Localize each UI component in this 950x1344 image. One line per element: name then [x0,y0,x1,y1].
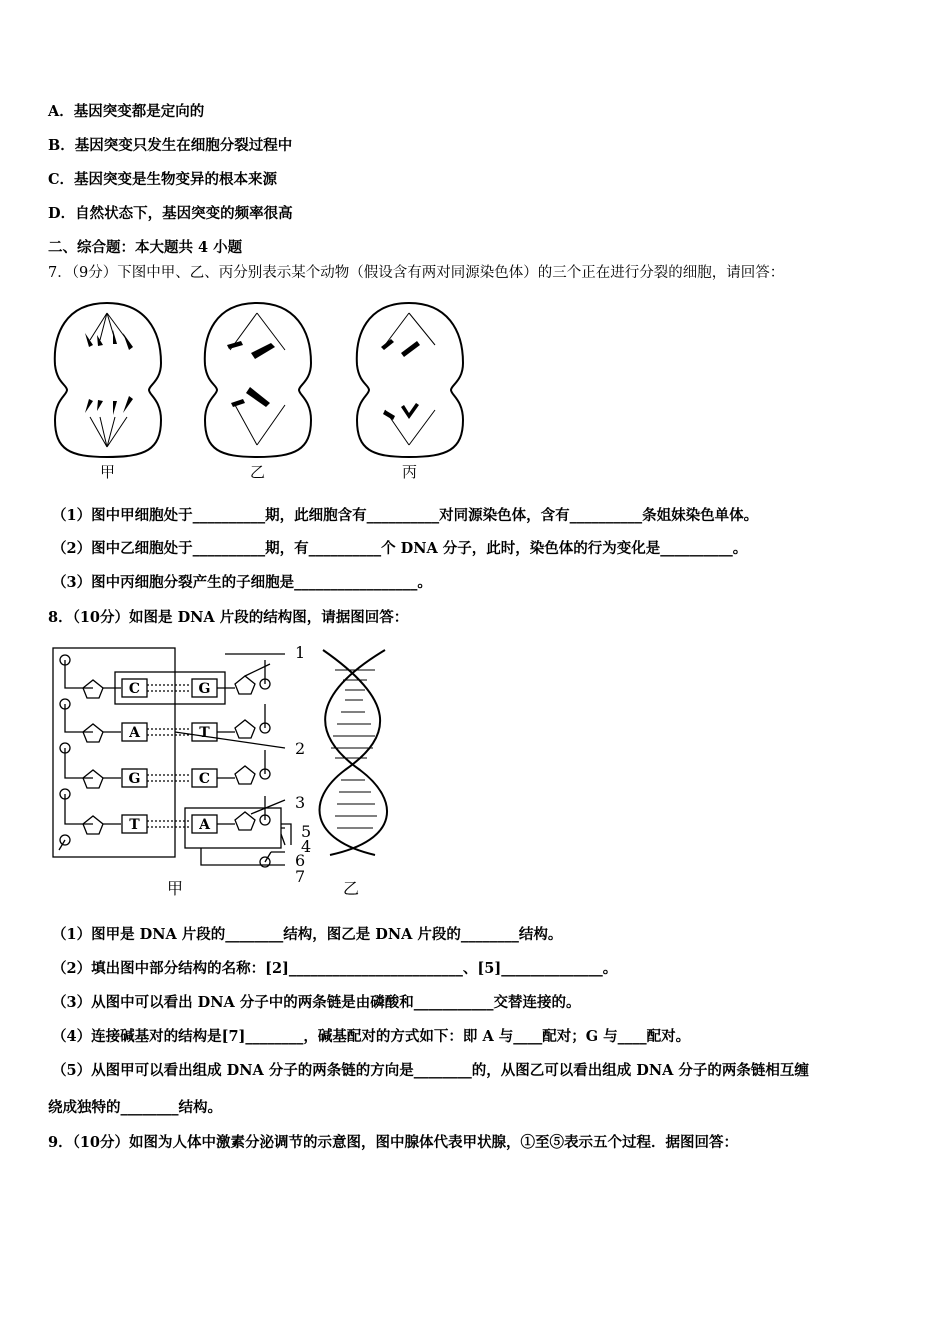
q9-stem-text: 9．（10分）如图为人体中激素分泌调节的示意图，图中腺体代表甲状腺，①至⑤表示五个过程．据图回答： [48,1134,739,1151]
left-base-3: G [128,771,141,787]
q8-sub-1: （1）图甲是 DNA 片段的________结构，图乙是 DNA 片段的________结构。 [52,926,563,943]
option-b: B．基因突变只发生在细胞分裂过程中 [48,137,293,154]
dna-structure-figure [45,640,405,902]
q7-sub-2: （2）图中乙细胞处于__________期，有__________个 DNA 分子，此时，染色体的行为变化是__________。 [52,540,748,557]
callout-6: 6 [295,851,306,870]
q8-sub-3: （3）从图中可以看出 DNA 分子中的两条链是由磷酸和___________交替连接的。 [52,994,581,1011]
right-base-3: C [198,771,211,787]
section-title: 二、综合题：本大题共 4 小题 [48,239,243,256]
option-a: A．基因突变都是定向的 [48,103,205,120]
callout-5: 5 [301,822,312,841]
callout-3: 3 [295,793,306,812]
q8-sub-5: （5）从图甲可以看出组成 DNA 分子的两条链的方向是________的，从图乙可以看出组成 DNA 分子的两条链相互缠 [52,1062,809,1079]
option-c: C．基因突变是生物变异的根本来源 [48,171,278,188]
left-base-4: T [129,817,140,833]
option-d: D．自然状态下，基因突变的频率很高 [48,205,293,222]
callout-2: 2 [295,739,306,758]
label-yi: 乙 [250,463,266,481]
q7-sub-1: （1）图中甲细胞处于__________期，此细胞含有__________对同源染色体，含有__________条姐妹染色单体。 [52,507,759,524]
right-base-1: G [198,681,211,697]
q8-sub-2: （2）填出图中部分结构的名称：[2]________________________、[5]______________。 [52,960,618,977]
callout-1: 1 [295,643,306,662]
label-jia: 甲 [100,463,116,481]
q7-stem: 7．（9分）下图中甲、乙、丙分别表示某个动物（假设含有两对同源染色体）的三个正在进行分裂的细胞，请回答： [48,265,785,281]
cell-bing [357,303,463,457]
q9-stem [48,1133,738,1153]
q8-stem [48,608,408,628]
q8-sub-5-cont: 绕成独特的________结构。 [48,1099,222,1116]
double-helix [320,650,388,855]
q7-sub-3: （3）图中丙细胞分裂产生的子细胞是_________________。 [52,574,432,591]
cell-division-figure [45,295,475,485]
label-jia: 甲 [167,879,184,898]
left-base-boxes [122,679,147,833]
right-base-boxes [192,679,217,833]
left-base-2: A [129,725,140,741]
right-base-2: T [199,725,210,741]
q8-stem-text: 8．（10分）如图是 DNA 片段的结构图，请据图回答： [48,609,409,626]
cell-jia [55,303,161,457]
label-yi: 乙 [343,879,360,898]
callout-7: 7 [295,867,306,886]
cell-yi [205,303,311,457]
right-base-4: A [199,817,210,833]
label-bing: 丙 [402,463,418,481]
q8-sub-4: （4）连接碱基对的结构是[7]________，碱基配对的方式如下：即 A 与____配对；G 与____配对。 [52,1028,691,1045]
callout-4: 4 [301,837,312,856]
left-base-1: C [128,681,141,697]
